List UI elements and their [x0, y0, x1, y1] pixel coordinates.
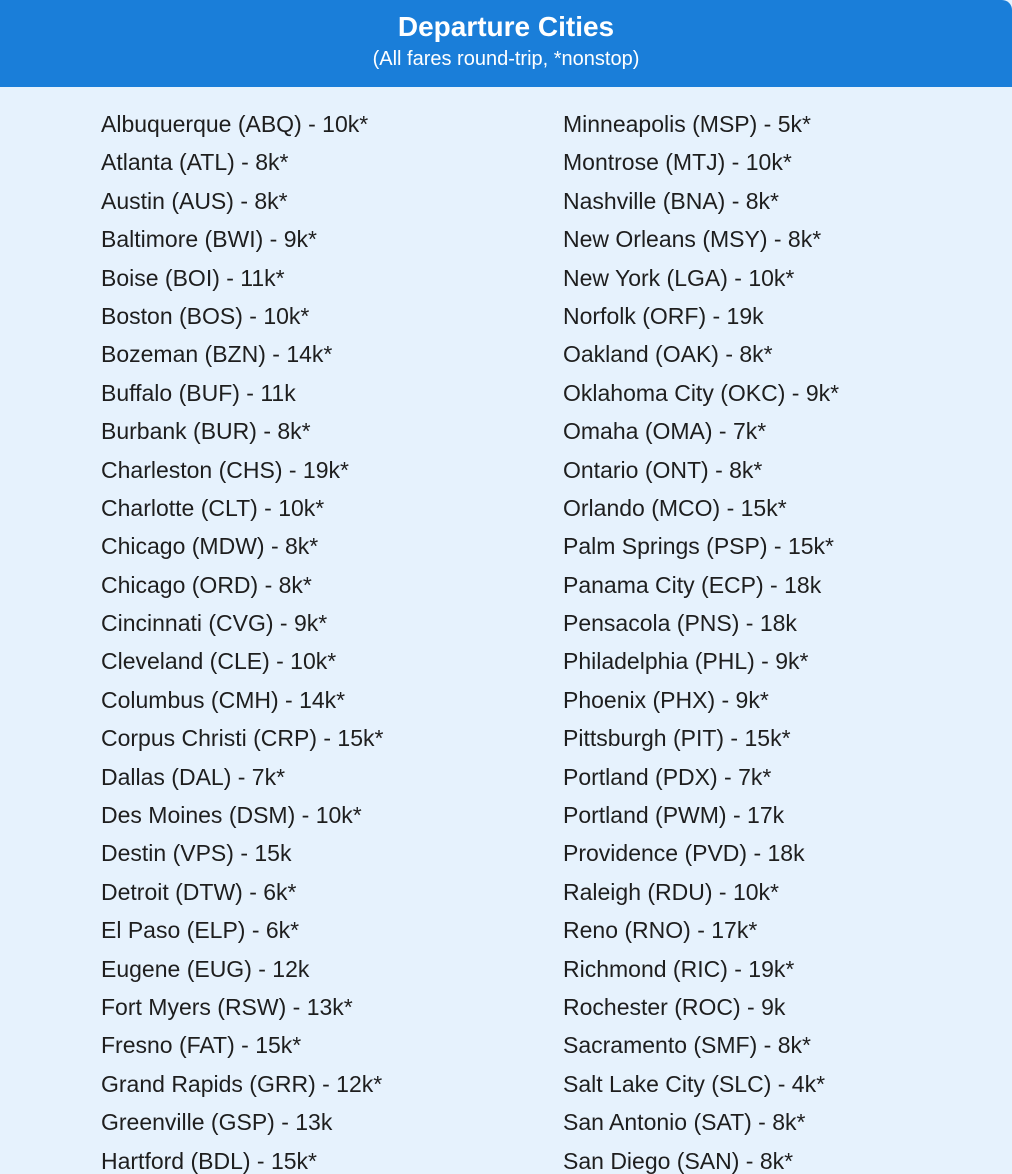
page-title: Departure Cities	[397, 11, 615, 42]
city-list-item: Montrose (MTJ) - 10k*	[563, 149, 792, 176]
city-list-item: Charlotte (CLT) - 10k*	[101, 494, 325, 521]
city-list-item: Cleveland (CLE) - 10k*	[101, 648, 337, 675]
city-list-item: Bozeman (BZN) - 14k*	[101, 341, 333, 368]
city-list-item: Des Moines (DSM) - 10k*	[101, 802, 362, 829]
city-list-item: Philadelphia (PHL) - 9k*	[563, 648, 809, 675]
city-list-item: Albuquerque (ABQ) - 10k*	[101, 111, 369, 137]
page-subtitle: (All fares round-trip, *nonstop)	[372, 48, 640, 70]
city-list-item: Oakland (OAK) - 8k*	[563, 341, 773, 368]
city-list-item: Greenville (GSP) - 13k	[101, 1109, 333, 1136]
city-list-item: Detroit (DTW) - 6k*	[101, 878, 297, 905]
city-list-item: Boston (BOS) - 10k*	[101, 302, 310, 329]
city-list-item: Portland (PDX) - 7k*	[563, 763, 772, 790]
city-list-item: Nashville (BNA) - 8k*	[563, 187, 779, 214]
city-list-item: San Diego (SAN) - 8k*	[563, 1147, 794, 1174]
city-list-item: Hartford (BDL) - 15k*	[101, 1147, 318, 1174]
city-list-item: Raleigh (RDU) - 10k*	[563, 878, 780, 905]
city-list-item: Palm Springs (PSP) - 15k*	[563, 533, 834, 560]
city-list-item: Baltimore (BWI) - 9k*	[101, 226, 317, 253]
city-column-right	[563, 105, 839, 1174]
city-list-item: Providence (PVD) - 18k	[563, 840, 805, 867]
city-list-item: Fort Myers (RSW) - 13k*	[101, 993, 353, 1020]
city-list-item: Omaha (OMA) - 7k*	[563, 418, 767, 445]
city-list-item: Chicago (MDW) - 8k*	[101, 533, 319, 560]
city-list-item: Corpus Christi (CRP) - 15k*	[101, 725, 384, 752]
city-list-item: Portland (PWM) - 17k	[563, 802, 785, 829]
city-list-item: Austin (AUS) - 8k*	[101, 187, 288, 214]
city-list-item: Richmond (RIC) - 19k*	[563, 955, 795, 982]
city-list-item: Dallas (DAL) - 7k*	[101, 763, 286, 790]
city-list-item: Buffalo (BUF) - 11k	[101, 379, 296, 406]
city-list-item: Boise (BOI) - 11k*	[101, 264, 285, 291]
city-list-item: Panama City (ECP) - 18k	[563, 571, 822, 598]
city-column-left	[101, 105, 383, 1174]
city-list-item: Norfolk (ORF) - 19k	[563, 302, 764, 329]
city-list-item: Destin (VPS) - 15k	[101, 840, 292, 867]
city-list-item: Columbus (CMH) - 14k*	[101, 686, 346, 713]
city-list-item: Grand Rapids (GRR) - 12k*	[101, 1070, 383, 1097]
city-list-item: Atlanta (ATL) - 8k*	[101, 149, 289, 176]
city-list-item: Pensacola (PNS) - 18k	[563, 610, 797, 637]
city-list-item: San Antonio (SAT) - 8k*	[563, 1109, 806, 1136]
city-list-item: Cincinnati (CVG) - 9k*	[101, 610, 328, 637]
city-list-item: Fresno (FAT) - 15k*	[101, 1032, 302, 1059]
city-list-item: New Orleans (MSY) - 8k*	[563, 226, 822, 253]
city-list-item: Oklahoma City (OKC) - 9k*	[563, 379, 840, 406]
city-list-item: El Paso (ELP) - 6k*	[101, 917, 300, 944]
header-banner	[0, 0, 1012, 87]
city-list-item: Orlando (MCO) - 15k*	[563, 494, 787, 521]
city-list-item: Salt Lake City (SLC) - 4k*	[563, 1070, 826, 1097]
city-list-item: Burbank (BUR) - 8k*	[101, 418, 311, 445]
city-list-item: Minneapolis (MSP) - 5k*	[563, 111, 811, 137]
city-list-item: Pittsburgh (PIT) - 15k*	[563, 725, 791, 752]
city-list-item: Chicago (ORD) - 8k*	[101, 571, 312, 598]
city-list-item: Rochester (ROC) - 9k	[563, 993, 786, 1020]
city-list-item: Phoenix (PHX) - 9k*	[563, 686, 769, 713]
city-list-item: New York (LGA) - 10k*	[563, 264, 795, 291]
city-list-item: Reno (RNO) - 17k*	[563, 917, 758, 944]
city-list-item: Charleston (CHS) - 19k*	[101, 456, 349, 483]
city-list-item: Eugene (EUG) - 12k	[101, 955, 310, 982]
city-list-item: Sacramento (SMF) - 8k*	[563, 1032, 811, 1059]
city-list-item: Ontario (ONT) - 8k*	[563, 456, 763, 483]
